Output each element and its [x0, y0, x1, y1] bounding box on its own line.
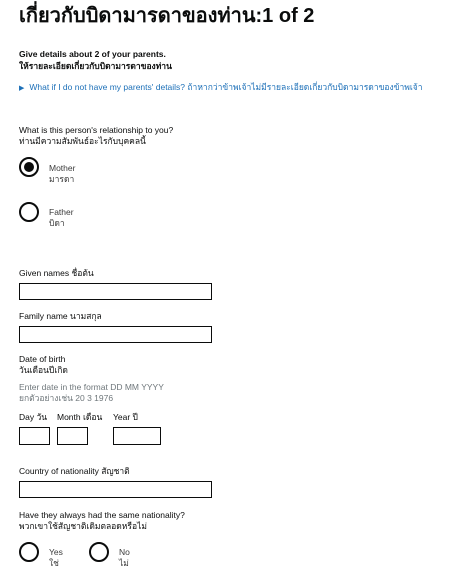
- dob-hint-en: Enter date in the format DD MM YYYY: [19, 382, 164, 392]
- dob-month-label: Month เดือน: [57, 412, 103, 422]
- intro-line-en: Give details about 2 of your parents.: [19, 49, 166, 59]
- mother-radio-label[interactable]: [49, 163, 75, 185]
- disclosure-triangle-icon: ▶: [19, 85, 25, 92]
- given-names-input[interactable]: [19, 283, 212, 300]
- no-radio-label[interactable]: [119, 547, 130, 569]
- radio-selected-dot: [24, 162, 34, 172]
- no-label-th: ไม่: [119, 558, 129, 568]
- dob-label: [19, 354, 68, 376]
- mother-label-en: Mother: [49, 163, 76, 173]
- intro-line-th: ให้รายละเอียดเกี่ยวกับบิดามารดาของท่าน: [19, 61, 172, 71]
- page-title: เกี่ยวกับบิดามารดาของท่าน:1 of 2: [19, 5, 315, 27]
- yes-label-en: Yes: [49, 547, 63, 557]
- father-label-en: Father: [49, 207, 74, 217]
- dob-hint: [19, 382, 164, 404]
- dob-hint-th: ยกตัวอย่างเช่น 20 3 1976: [19, 393, 114, 403]
- family-name-label: Family name นามสกุล: [19, 311, 102, 321]
- nationality-input[interactable]: [19, 481, 212, 498]
- given-names-label: Given names ชื่อต้น: [19, 268, 94, 278]
- dob-year-label: Year ปี: [113, 412, 138, 422]
- mother-label-th: มารดา: [49, 174, 75, 184]
- dob-label-en: Date of birth: [19, 354, 66, 364]
- same-nationality-question: [19, 510, 185, 532]
- same-nationality-question-th: พวกเขาใช้สัญชาติเดิมตลอดหรือไม่: [19, 521, 147, 531]
- dob-day-label: Day วัน: [19, 412, 48, 422]
- parents-details-help-link[interactable]: [19, 82, 439, 94]
- relationship-question: [19, 125, 173, 147]
- yes-radio[interactable]: [19, 542, 39, 562]
- dob-day-input[interactable]: [19, 427, 50, 445]
- no-radio[interactable]: [89, 542, 109, 562]
- help-link-text: What if I do not have my parents' details? ถ้าหากว่าข้าพเจ้าไม่มีรายละเอียดเกี่ยวกับบิดามารดาของข้าพเจ้า: [29, 82, 423, 92]
- nationality-label: Country of nationality สัญชาติ: [19, 466, 130, 476]
- father-label-th: บิดา: [49, 218, 65, 228]
- family-name-input[interactable]: [19, 326, 212, 343]
- dob-month-input[interactable]: [57, 427, 88, 445]
- same-nationality-question-en: Have they always had the same nationality?: [19, 510, 185, 520]
- relationship-question-en: What is this person's relationship to you?: [19, 125, 174, 135]
- dob-label-th: วันเดือนปีเกิด: [19, 365, 68, 375]
- relationship-question-th: ท่านมีความสัมพันธ์อะไรกับบุคคลนี้: [19, 136, 146, 146]
- intro-text: [19, 48, 172, 72]
- dob-year-input[interactable]: [113, 427, 161, 445]
- no-label-en: No: [119, 547, 130, 557]
- father-radio[interactable]: [19, 202, 39, 222]
- mother-radio[interactable]: [19, 157, 39, 177]
- father-radio-label[interactable]: [49, 207, 74, 229]
- yes-label-th: ใช่: [49, 558, 59, 568]
- yes-radio-label[interactable]: [49, 547, 63, 569]
